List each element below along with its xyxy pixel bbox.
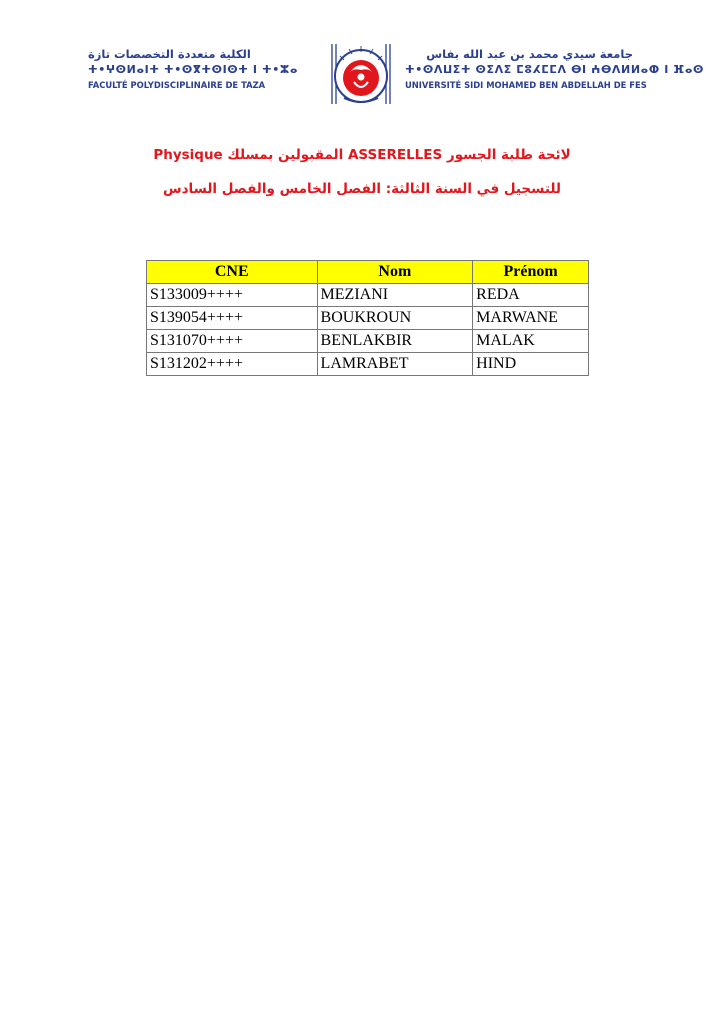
cell-nom: MEZIANI <box>317 284 473 307</box>
cell-cne: S131070++++ <box>147 330 318 353</box>
column-header-cne: CNE <box>147 261 318 284</box>
cell-cne: S133009++++ <box>147 284 318 307</box>
students-table <box>146 260 589 376</box>
cell-cne: S139054++++ <box>147 307 318 330</box>
university-name-french: UNIVERSITÉ SIDI MOHAMED BEN ABDELLAH DE FES <box>405 80 647 90</box>
cell-cne: S131202++++ <box>147 353 318 376</box>
cell-prenom: REDA <box>473 284 589 307</box>
cell-nom: BOUKROUN <box>317 307 473 330</box>
document-titles <box>0 144 724 200</box>
column-header-nom: Nom <box>317 261 473 284</box>
cell-nom: LAMRABET <box>317 353 473 376</box>
university-emblem-icon <box>322 40 400 108</box>
column-header-prenom: Prénom <box>473 261 589 284</box>
university-block <box>405 46 705 92</box>
list-title: لائحة طلبة الجسور ASSERELLES المقبولين بمسلك Physique <box>153 147 571 163</box>
table-row <box>147 307 589 330</box>
faculty-name-french: FACULTÉ POLYDISCIPLINAIRE DE TAZA <box>88 80 266 90</box>
cell-prenom: HIND <box>473 353 589 376</box>
faculty-name-tifinagh: ⵜ•ⵖⵙⵍⴰⵏⵜ ⵜ•ⵙⴳⵜⵙⵏⵙⵜ ⵏ ⵜ•ⵣⴰ <box>88 63 299 76</box>
faculty-name-arabic: الكلية متعددة التخصصات تازة <box>88 47 251 61</box>
table-row <box>147 330 589 353</box>
university-name-arabic: جامعة سيدي محمد بن عبد الله بفاس <box>426 47 633 61</box>
cell-nom: BENLAKBIR <box>317 330 473 353</box>
cell-prenom: MALAK <box>473 330 589 353</box>
list-subtitle: للتسجيل في السنة الثالثة: الفصل الخامس والفصل السادس <box>162 181 561 197</box>
table-row <box>147 284 589 307</box>
page-header <box>88 40 705 108</box>
table-header-row <box>147 261 589 284</box>
faculty-block <box>88 46 316 92</box>
cell-prenom: MARWANE <box>473 307 589 330</box>
university-name-tifinagh: ⵜ•ⵙⴷⵡⵉⵜ ⵙⵉⴷⵉ ⵎⵓⵃⵎⵎⴷ ⴱⵏ ⵄⴱⴷⵍⵍⴰⵀ ⵏ ⴼⴰⵙ <box>405 63 705 76</box>
table-row <box>147 353 589 376</box>
